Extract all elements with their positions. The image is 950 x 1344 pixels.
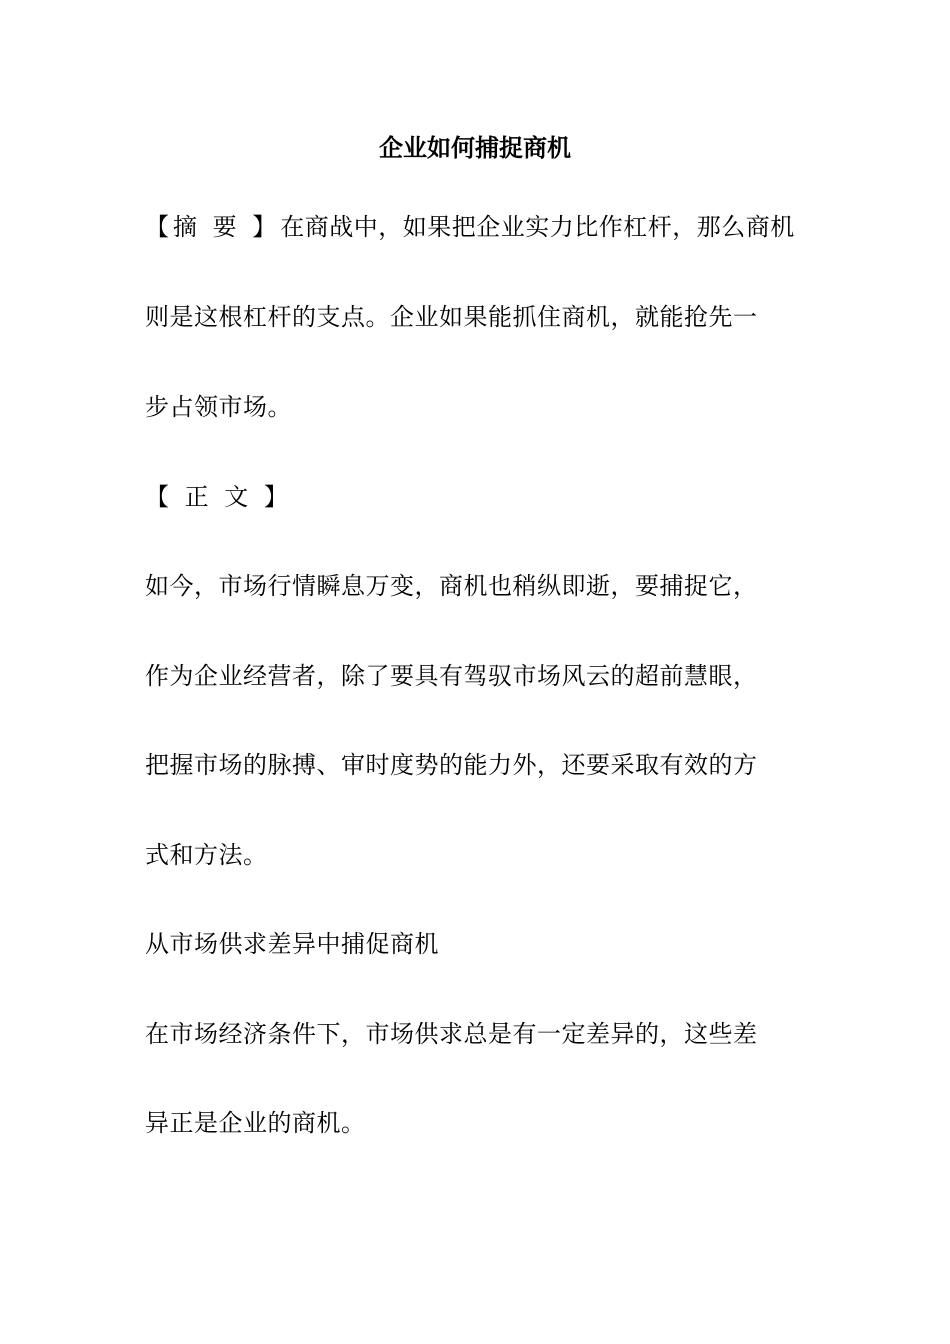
- page-title: 企业如何捕捉商机: [379, 134, 571, 162]
- body-label: 【 正 文 】: [145, 483, 292, 511]
- section-heading: 从市场供求差异中捕促商机: [145, 930, 439, 958]
- abstract-line-1: [145, 207, 825, 247]
- abstract-text-1: 在商战中，如果把企业实力比作杠杆，那么商机: [280, 213, 795, 241]
- body-line-1: 如今，市场行情瞬息万变，商机也稍纵即逝，要捕捉它，: [145, 572, 758, 600]
- section-line-2: 异正是企业的商机。: [145, 1109, 366, 1137]
- abstract-line-3: 步占领市场。: [145, 393, 292, 421]
- section-line-1: 在市场经济条件下，市场供求总是有一定差异的，这些差: [145, 1020, 758, 1048]
- abstract-line-2: 则是这根杠杆的支点。企业如果能抓住商机，就能抢先一: [145, 303, 758, 331]
- body-line-3: 把握市场的脉搏、审时度势的能力外，还要采取有效的方: [145, 751, 758, 779]
- abstract-label: 【摘 要 】: [145, 213, 281, 241]
- body-line-2: 作为企业经营者，除了要具有驾驭市场风云的超前慧眼，: [145, 662, 758, 690]
- body-line-4: 式和方法。: [145, 841, 268, 869]
